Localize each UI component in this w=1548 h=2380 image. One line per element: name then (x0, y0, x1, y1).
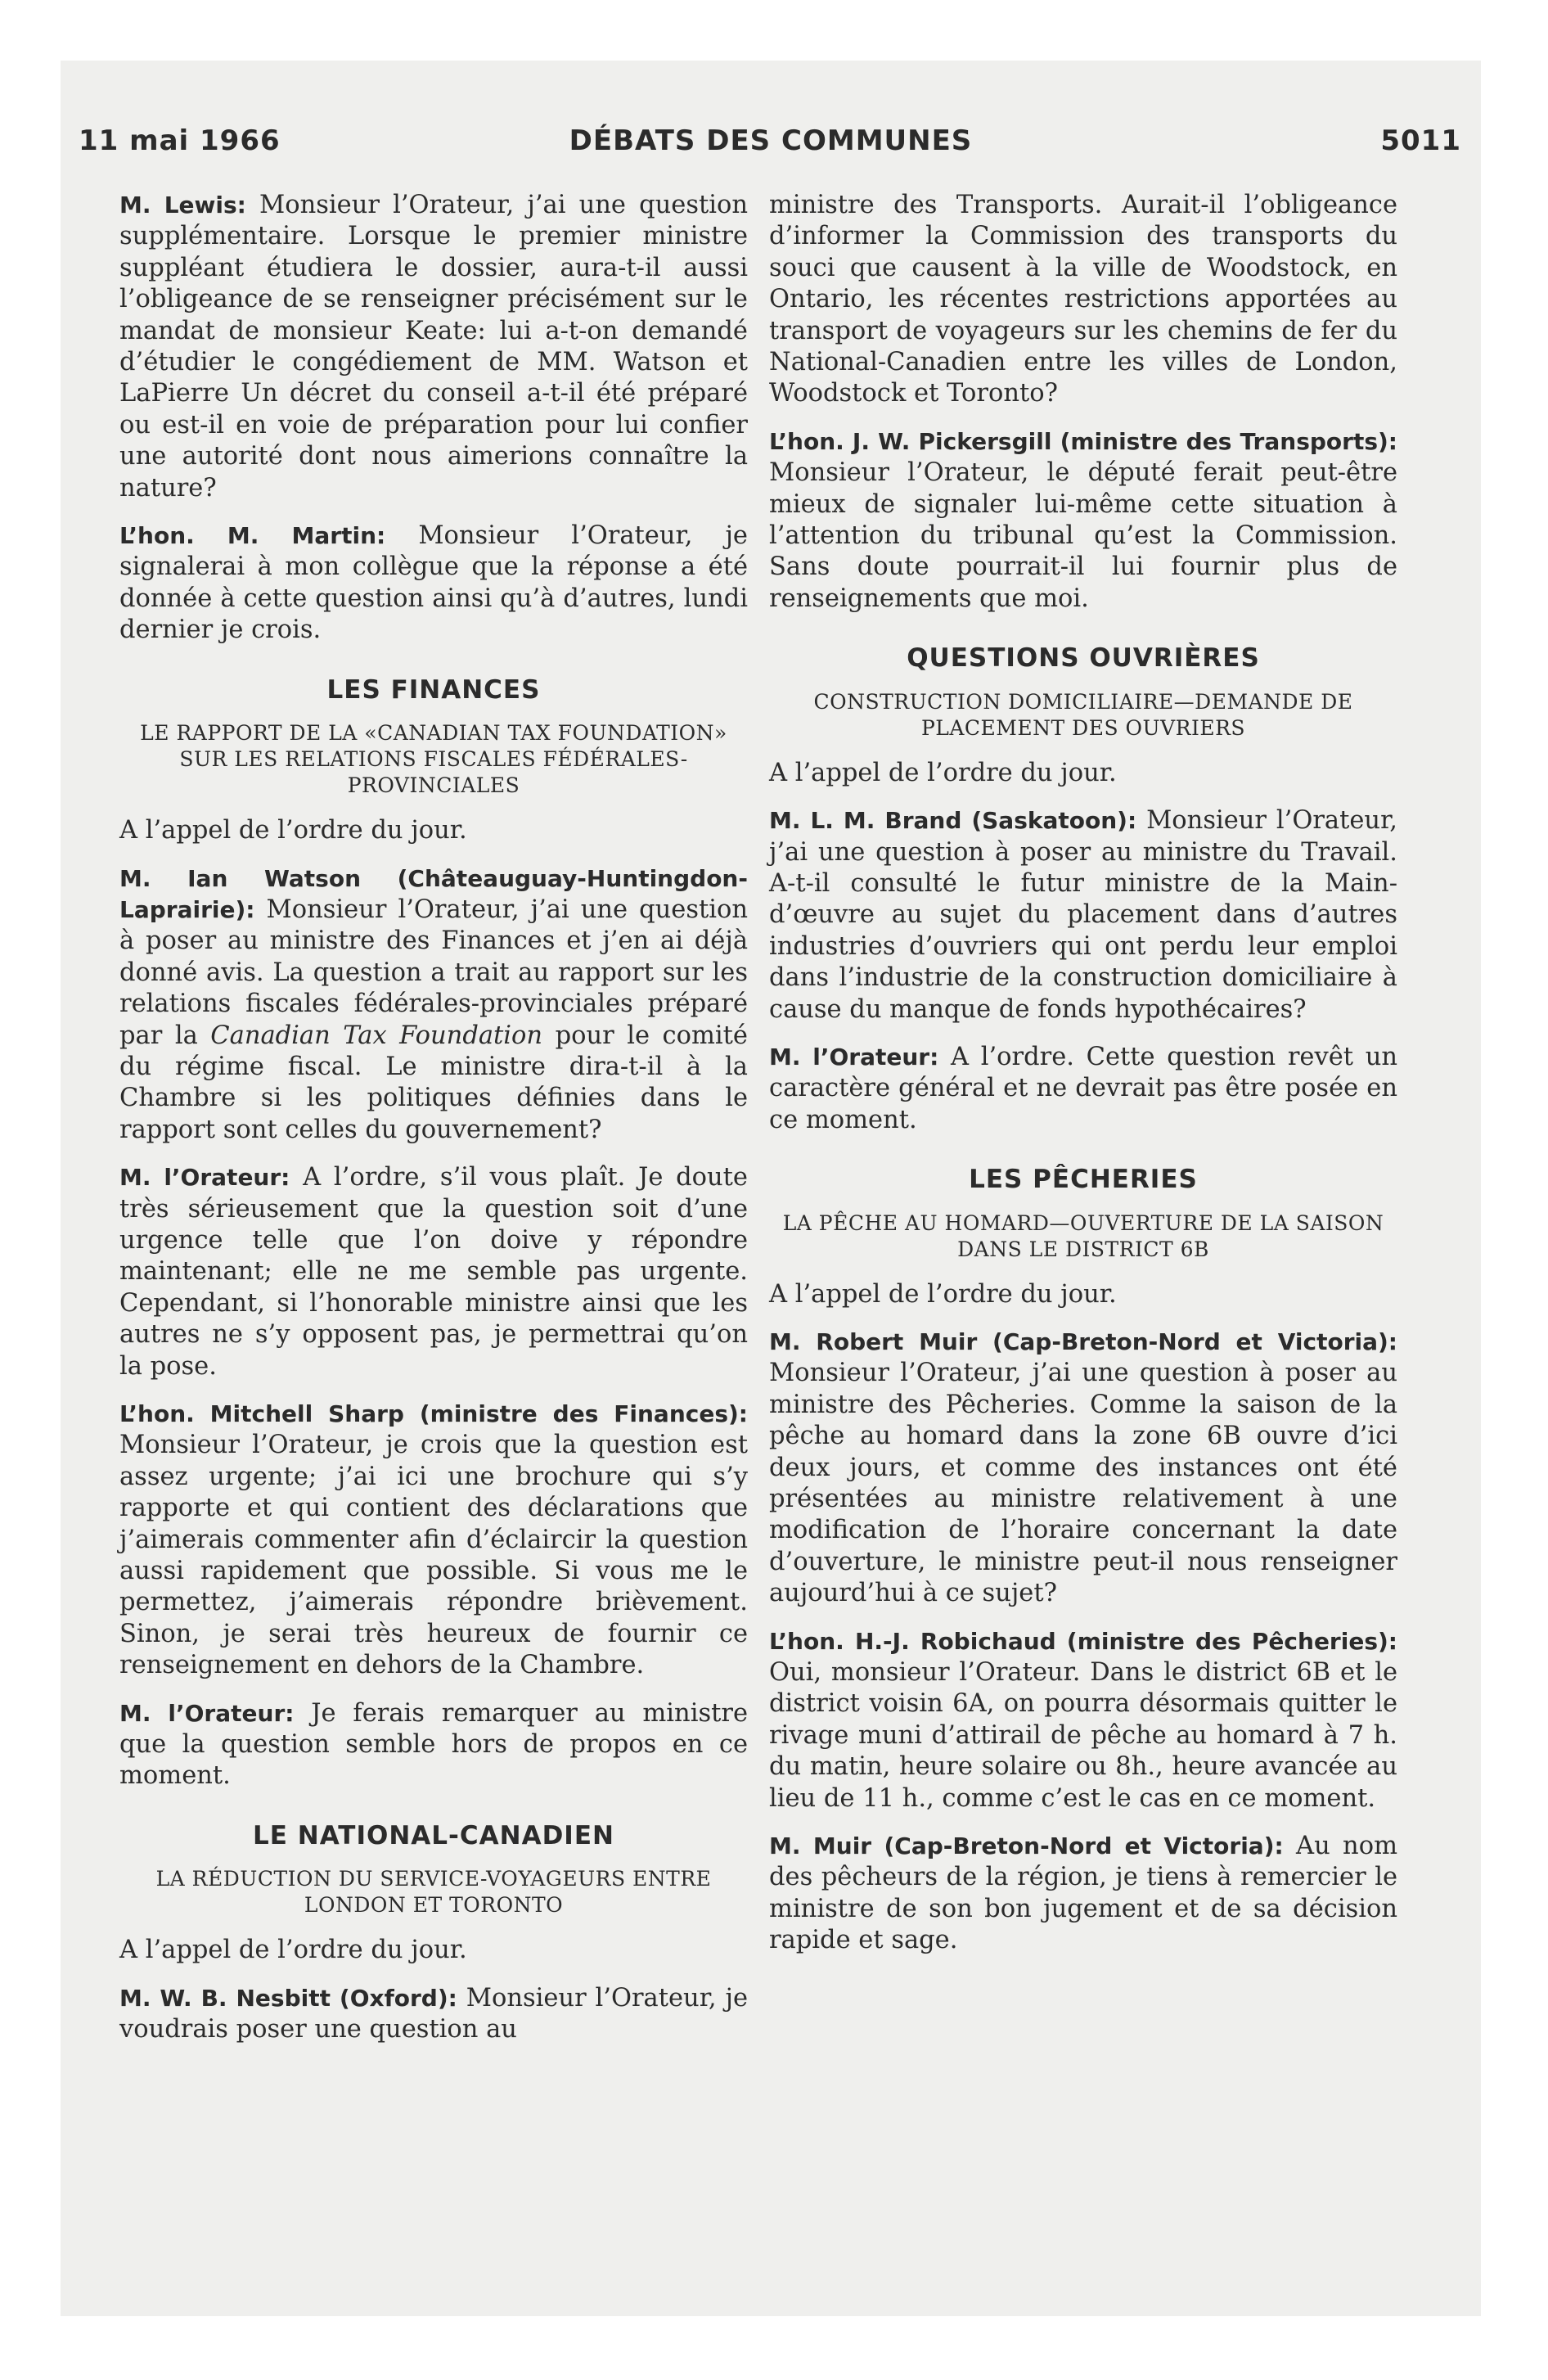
paragraph (769, 1327, 1397, 1610)
subsection-heading-peche-homard: LA PÊCHE AU HOMARD—OUVERTURE DE LA SAISON DANS LE DISTRICT 6B (782, 1210, 1384, 1261)
subsection-heading-service-voyageurs: LA RÉDUCTION DU SERVICE-VOYAGEURS ENTRE LONDON ET TORONTO (155, 1867, 712, 1918)
paragraph-text: Monsieur l’Orateur, j’ai une question à poser au ministre du Travail. A-t-il consulté le futur ministre de la Main-d’œuvre au sujet du placement dans d’autres industries d’ouvriers qui ont perdu leur emploi dans l’industrie de la construction domiciliaire à cause du manque de fonds hypothécaires? (769, 806, 1397, 1024)
paragraph (769, 805, 1397, 1025)
header-page-number: 5011 (1380, 124, 1461, 157)
subsection-heading-tax-foundation: LE RAPPORT DE LA «CANADIAN TAX FOUNDATION» SUR LES RELATIONS FISCALES FÉDÉRALES-PROVINCIALES (140, 721, 727, 798)
speaker-name: M. Muir (Cap-Breton-Nord et Victoria): (769, 1832, 1284, 1860)
speaker-name: M. l’Orateur: (119, 1699, 295, 1727)
left-column (119, 190, 748, 2062)
italic-title: Canadian Tax Foundation (210, 1021, 543, 1050)
paragraph-text: Monsieur l’Orateur, j’ai une question à poser au ministre des Pêcheries. Comme la saison de la pêche au homard dans la zone 6B ouvre d’ici deux jours, et comme des instances ont été présentées au ministre relativement à une modification de l’horaire concernant la date d’ouverture, le ministre peut-il nous renseigner aujourd’hui à ce sujet? (769, 1359, 1397, 1608)
paragraph: A l’appel de l’ordre du jour. (769, 1279, 1117, 1309)
section-heading-questions-ouvrieres: QUESTIONS OUVRIÈRES (907, 643, 1260, 674)
paragraph-text: Monsieur l’Orateur, je voudrais poser une question au (119, 1983, 748, 2044)
paragraph (769, 1831, 1397, 1957)
paragraph: A l’appel de l’ordre du jour. (119, 1936, 467, 1965)
speaker-name: L’hon. Mitchell Sharp (ministre des Finances): (119, 1400, 748, 1427)
speaker-name: M. l’Orateur: (769, 1043, 939, 1071)
header-date: 11 mai 1966 (79, 124, 281, 157)
paragraph-text: Monsieur l’Orateur, le député ferait peut-être mieux de signaler lui-même cette situation à l’attention du tribunal qu’est la Commission. Sans doute pourrait-il lui fournir plus de renseignements que moi. (769, 458, 1397, 613)
section-heading-finances: LES FINANCES (326, 674, 541, 705)
paragraph (119, 1162, 748, 1382)
paragraph: A l’appel de l’ordre du jour. (769, 758, 1117, 787)
speaker-name: M. l’Orateur: (119, 1164, 290, 1192)
paragraph (119, 1983, 748, 2046)
paragraph (769, 426, 1397, 615)
speaker-name: M. L. M. Brand (Saskatoon): (769, 807, 1137, 835)
paragraph: ministre des Transports. Aurait-il l’obligeance d’informer la Commission des transports du souci que causent à la ville de Woodstock, en Ontario, les récentes restrictions apportées au transport de voyageurs sur les chemins de fer du National-Canadien entre les villes de London, Woodstock et Toronto? (769, 191, 1397, 408)
paragraph-text: A l’ordre. Cette question revêt un caractère général et ne devrait pas être posée en ce moment. (769, 1042, 1397, 1134)
paragraph (769, 1626, 1397, 1814)
paragraph-text: Monsieur l’Orateur, je signalerai à mon collègue que la réponse a été donnée à cette question ainsi qu’à d’autres, lundi dernier je crois. (119, 521, 748, 645)
paragraph-text: Monsieur l’Orateur, je crois que la question est assez urgente; j’ai ici une brochure qui s’y rapporte et qui contient des déclarations que j’aimerais commenter afin d’éclaircir la question aussi rapidement que possible. Si vous me le permettez, j’aimerais répondre brièvement. Sinon, je serai très heureux de fournir ce renseignement en dehors de la Chambre. (119, 1431, 748, 1680)
paragraph-text: Monsieur l’Orateur, j’ai une question supplémentaire. Lorsque le premier ministre suppléant étudiera le dossier, aura-t-il aussi l’obligeance de se renseigner précisément sur le mandat de monsieur Keate: lui a-t-on demandé d’étudier le congédiement de MM. Watson et LaPierre Un décret du conseil a-t-il été préparé ou est-il en voie de préparation pour lui confier une autorité dont nous aimerions connaître la nature? (119, 191, 748, 503)
header-title: DÉBATS DES COMMUNES (569, 124, 973, 157)
subsection-heading-construction: CONSTRUCTION DOMICILIAIRE—DEMANDE DE PLACEMENT DES OUVRIERS (813, 689, 1353, 740)
section-heading-pecheries: LES PÊCHERIES (969, 1165, 1198, 1195)
paragraph-text: Je ferais remarquer au ministre que la question semble hors de propos en ce moment. (119, 1698, 748, 1791)
paragraph-text: A l’ordre, s’il vous plaît. Je doute très sérieusement que la question soit d’une urgence telle que l’on doive y répondre maintenant; elle ne me semble pas urgente. Cependant, si l’honorable ministre ainsi que les autres ne s’y opposent pas, je permettrai qu’on la pose. (119, 1163, 748, 1381)
paragraph-text: Au nom des pêcheurs de la région, je tiens à remercier le ministre de son bon jugement et de sa décision rapide et sage. (769, 1832, 1397, 1955)
speaker-name: M. W. B. Nesbitt (Oxford): (119, 1984, 457, 2012)
paragraph: A l’appel de l’ordre du jour. (119, 816, 467, 845)
paragraph (769, 1042, 1397, 1136)
paragraph (119, 863, 748, 1147)
paragraph (119, 1399, 748, 1682)
speaker-name: M. Robert Muir (Cap-Breton-Nord et Victoria): (769, 1327, 1397, 1355)
right-column (769, 190, 1397, 1973)
speaker-name: M. Lewis: (119, 192, 246, 219)
paragraph-text: Monsieur l’Orateur, j’ai une question à poser au ministre des Finances et j’en ai déjà donné avis. La question a trait au rapport sur les relations fiscales fédérales-provinciales préparé par la (119, 895, 748, 1050)
paragraph (119, 1698, 748, 1792)
page-scan (61, 61, 1481, 2316)
section-heading-national-canadien: LE NATIONAL-CANADIEN (253, 1820, 614, 1850)
speaker-name: L’hon. H.-J. Robichaud (ministre des Pêcheries): (769, 1627, 1397, 1655)
paragraph-text: pour le comité du régime fiscal. Le ministre dira-t-il à la Chambre si les politiques définies dans le rapport sont celles du gouvernement? (119, 1021, 748, 1144)
speaker-name: L’hon. M. Martin: (119, 522, 386, 550)
paragraph (119, 190, 748, 504)
paragraph (119, 521, 748, 647)
page-header (61, 124, 1481, 165)
speaker-name: L’hon. J. W. Pickersgill (ministre des Transports): (769, 427, 1397, 455)
speaker-name: M. Ian Watson (Châteauguay-Huntingdon-Laprairie): (119, 864, 748, 923)
paragraph-text: Oui, monsieur l’Orateur. Dans le district 6B et le district voisin 6A, on pourra désormais quitter le rivage muni d’attirail de pêche au homard à 7 h. du matin, heure solaire ou 8h., heure avancée au lieu de 11 h., comme c’est le cas en ce moment. (769, 1658, 1397, 1813)
